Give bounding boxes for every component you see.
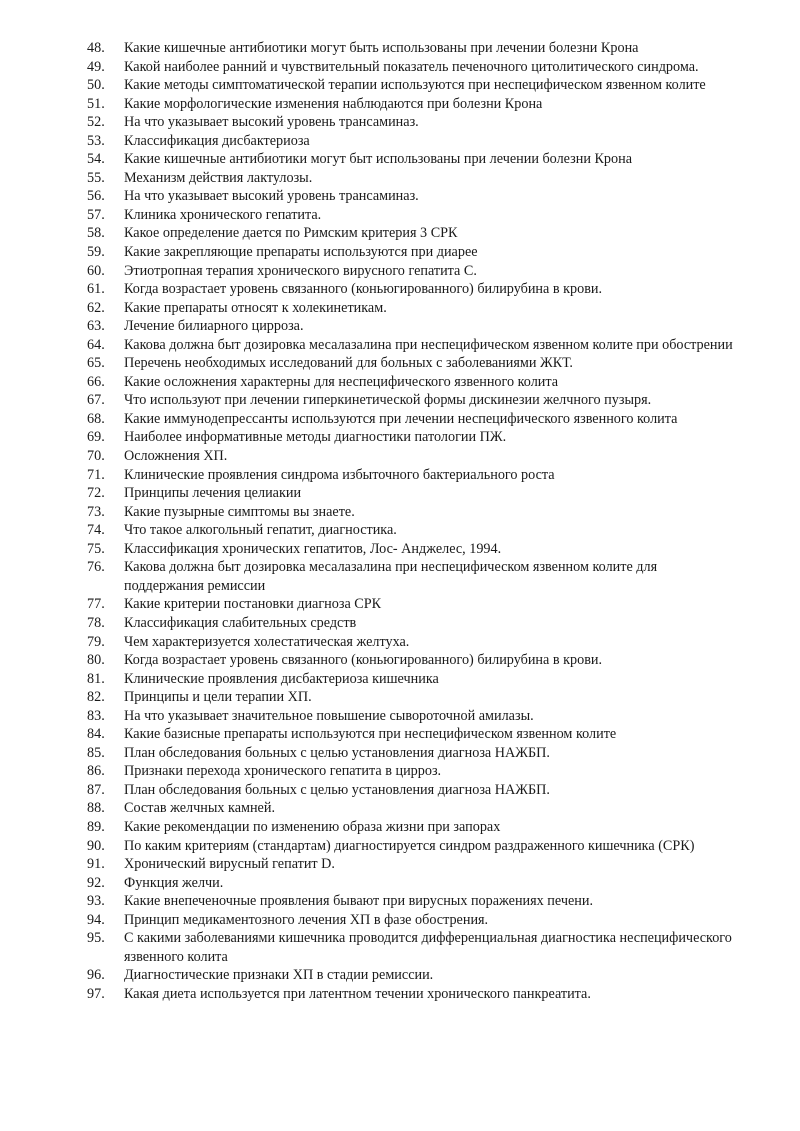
list-item xyxy=(0,224,800,243)
item-number: 84. xyxy=(87,726,105,743)
item-number: 76. xyxy=(87,559,105,576)
item-text: Какова должна быт дозировка месалазалина при неспецифическом язвенном колите для поддержания ремиссии xyxy=(124,559,658,594)
item-text: Чем характеризуется холестатическая желтуха. xyxy=(124,633,410,650)
item-text: С какими заболеваниями кишечника проводится дифференциальная диагностика неспецифического язвенного колита xyxy=(124,930,732,965)
list-item xyxy=(0,150,800,169)
item-number: 53. xyxy=(87,132,105,149)
item-text: Диагностические признаки ХП в стадии ремиссии. xyxy=(124,967,434,984)
item-number: 56. xyxy=(87,188,105,205)
list-item xyxy=(0,410,800,429)
list-item xyxy=(0,874,800,893)
list-item xyxy=(0,540,800,559)
item-number: 75. xyxy=(87,540,105,557)
item-text: Какие препараты относят к холекинетикам. xyxy=(124,299,387,316)
list-item xyxy=(0,484,800,503)
item-number: 54. xyxy=(87,151,105,168)
list-item xyxy=(0,354,800,373)
list-item xyxy=(0,132,800,151)
list-item xyxy=(0,58,800,77)
list-item xyxy=(0,391,800,410)
item-text: Лечение билиарного цирроза. xyxy=(124,318,304,335)
item-text: Функция желчи. xyxy=(124,874,224,891)
list-item xyxy=(0,688,800,707)
item-number: 55. xyxy=(87,169,105,186)
item-number: 72. xyxy=(87,485,105,502)
list-item xyxy=(0,206,800,225)
item-number: 51. xyxy=(87,95,105,112)
list-item xyxy=(0,280,800,299)
item-text: Перечень необходимых исследований для больных с заболеваниями ЖКТ. xyxy=(124,355,573,372)
list-item xyxy=(0,187,800,206)
item-text: План обследования больных с целью установления диагноза НАЖБП. xyxy=(124,744,550,761)
item-number: 81. xyxy=(87,670,105,687)
item-text: Какие критерии постановки диагноза СРК xyxy=(124,596,382,613)
list-item xyxy=(0,911,800,930)
item-number: 48. xyxy=(87,40,105,56)
item-number: 77. xyxy=(87,596,105,613)
item-text: По каким критериям (стандартам) диагностируется синдром раздраженного кишечника (СРК) xyxy=(124,837,695,854)
item-number: 82. xyxy=(87,689,105,706)
item-text: Какое определение дается по Римским критерия 3 СРК xyxy=(124,225,458,242)
item-number: 73. xyxy=(87,503,105,520)
item-number: 49. xyxy=(87,58,105,75)
item-number: 97. xyxy=(87,985,105,1002)
item-text: Какие внепеченочные проявления бывают при вирусных поражениях печени. xyxy=(124,893,594,910)
item-text: Этиотропная терапия хронического вирусного гепатита С. xyxy=(124,262,477,279)
question-list xyxy=(0,39,800,1003)
list-item xyxy=(0,336,800,355)
item-text: Когда возрастает уровень связанного (коньюгированного) билирубина в крови. xyxy=(124,652,603,669)
item-text: Какие морфологические изменения наблюдаются при болезни Крона xyxy=(124,95,543,112)
item-number: 79. xyxy=(87,633,105,650)
item-number: 90. xyxy=(87,837,105,854)
item-text: Что используют при лечении гиперкинетической формы дискинезии желчного пузыря. xyxy=(124,392,652,409)
item-text: Какая диета используется при латентном течении хронического панкреатита. xyxy=(124,985,591,1002)
list-item xyxy=(0,781,800,800)
item-number: 95. xyxy=(87,930,105,947)
list-item xyxy=(0,837,800,856)
item-text: Какие осложнения характерны для неспецифического язвенного колита xyxy=(124,373,559,390)
item-text: Что такое алкогольный гепатит, диагностика. xyxy=(124,522,397,539)
item-text: Какова должна быт дозировка месалазалина при неспецифическом язвенном колите при обострении xyxy=(124,336,733,353)
list-item xyxy=(0,966,800,985)
list-item xyxy=(0,466,800,485)
list-item xyxy=(0,447,800,466)
item-number: 94. xyxy=(87,911,105,928)
item-text: Хронический вирусный гепатит D. xyxy=(124,856,335,873)
item-number: 87. xyxy=(87,781,105,798)
item-text: Какие кишечные антибиотики могут быт использованы при лечении болезни Крона xyxy=(124,151,633,168)
item-text: Принцип медикаментозного лечения ХП в фазе обострения. xyxy=(124,911,489,928)
item-text: Наиболее информативные методы диагностики патологии ПЖ. xyxy=(124,429,507,446)
item-text: Состав желчных камней. xyxy=(124,800,275,817)
item-text: Классификация слабительных средств xyxy=(124,614,357,631)
item-number: 71. xyxy=(87,466,105,483)
item-text: Когда возрастает уровень связанного (коньюгированного) билирубина в крови. xyxy=(124,281,603,298)
item-text: Клинические проявления синдрома избыточного бактериального роста xyxy=(124,466,555,483)
item-number: 93. xyxy=(87,893,105,910)
list-item xyxy=(0,633,800,652)
item-number: 92. xyxy=(87,874,105,891)
item-number: 88. xyxy=(87,800,105,817)
item-number: 74. xyxy=(87,522,105,539)
item-text: Осложнения ХП. xyxy=(124,448,228,465)
item-text: Классификация хронических гепатитов, Лос- Анджелес, 1994. xyxy=(124,540,502,557)
item-text: Какие рекомендации по изменению образа жизни при запорах xyxy=(124,818,501,835)
list-item xyxy=(0,169,800,188)
item-number: 67. xyxy=(87,392,105,409)
item-text: План обследования больных с целью установления диагноза НАЖБП. xyxy=(124,781,550,798)
list-item xyxy=(0,113,800,132)
item-text: Принципы и цели терапии ХП. xyxy=(124,689,312,706)
list-item xyxy=(0,243,800,262)
item-text: Клинические проявления дисбактериоза кишечника xyxy=(124,670,439,687)
item-number: 78. xyxy=(87,614,105,631)
item-number: 52. xyxy=(87,114,105,131)
item-number: 61. xyxy=(87,281,105,298)
item-text: Какие кишечные антибиотики могут быть использованы при лечении болезни Крона xyxy=(124,40,639,56)
list-item xyxy=(0,744,800,763)
item-text: Какие иммунодепрессанты используются при лечении неспецифического язвенного колита xyxy=(124,410,678,427)
item-number: 66. xyxy=(87,373,105,390)
item-number: 68. xyxy=(87,410,105,427)
list-item xyxy=(0,262,800,281)
list-item xyxy=(0,503,800,522)
list-item xyxy=(0,670,800,689)
item-text: Классификация дисбактериоза xyxy=(124,132,310,149)
item-text: Какие закрепляющие препараты используются при диарее xyxy=(124,244,478,261)
item-number: 85. xyxy=(87,744,105,761)
item-number: 64. xyxy=(87,336,105,353)
item-text: Клиника хронического гепатита. xyxy=(124,206,322,223)
list-item xyxy=(0,651,800,670)
list-item xyxy=(0,95,800,114)
item-number: 63. xyxy=(87,318,105,335)
item-text: Признаки перехода хронического гепатита в цирроз. xyxy=(124,763,442,780)
item-number: 86. xyxy=(87,763,105,780)
item-number: 62. xyxy=(87,299,105,316)
list-item xyxy=(0,929,800,966)
item-number: 91. xyxy=(87,856,105,873)
item-number: 65. xyxy=(87,355,105,372)
item-number: 60. xyxy=(87,262,105,279)
list-item xyxy=(0,373,800,392)
item-text: Какие методы симптоматической терапии используются при неспецифическом язвенном колите xyxy=(124,77,706,94)
item-number: 58. xyxy=(87,225,105,242)
list-item xyxy=(0,725,800,744)
list-item xyxy=(0,855,800,874)
list-item xyxy=(0,558,800,595)
list-item xyxy=(0,521,800,540)
list-item xyxy=(0,317,800,336)
list-item xyxy=(0,595,800,614)
item-text: На что указывает высокий уровень трансаминаз. xyxy=(124,188,419,205)
list-item xyxy=(0,76,800,95)
item-text: Принципы лечения целиакии xyxy=(124,485,302,502)
item-number: 50. xyxy=(87,77,105,94)
list-item xyxy=(0,39,800,58)
item-number: 83. xyxy=(87,707,105,724)
list-item xyxy=(0,985,800,1004)
list-item xyxy=(0,762,800,781)
item-number: 69. xyxy=(87,429,105,446)
list-item xyxy=(0,614,800,633)
item-number: 57. xyxy=(87,206,105,223)
item-text: На что указывает значительное повышение сывороточной амилазы. xyxy=(124,707,534,724)
list-item xyxy=(0,892,800,911)
item-text: Какой наиболее ранний и чувствительный показатель печеночного цитолитического синдрома. xyxy=(124,58,699,75)
item-number: 70. xyxy=(87,448,105,465)
item-number: 59. xyxy=(87,244,105,261)
item-number: 96. xyxy=(87,967,105,984)
item-text: Какие базисные препараты используются при неспецифическом язвенном колите xyxy=(124,726,617,743)
item-text: Механизм действия лактулозы. xyxy=(124,169,313,186)
list-item xyxy=(0,299,800,318)
item-text: На что указывает высокий уровень трансаминаз. xyxy=(124,114,419,131)
list-item xyxy=(0,799,800,818)
item-number: 80. xyxy=(87,652,105,669)
item-number: 89. xyxy=(87,818,105,835)
list-item xyxy=(0,707,800,726)
list-item xyxy=(0,428,800,447)
list-item xyxy=(0,818,800,837)
item-text: Какие пузырные симптомы вы знаете. xyxy=(124,503,355,520)
